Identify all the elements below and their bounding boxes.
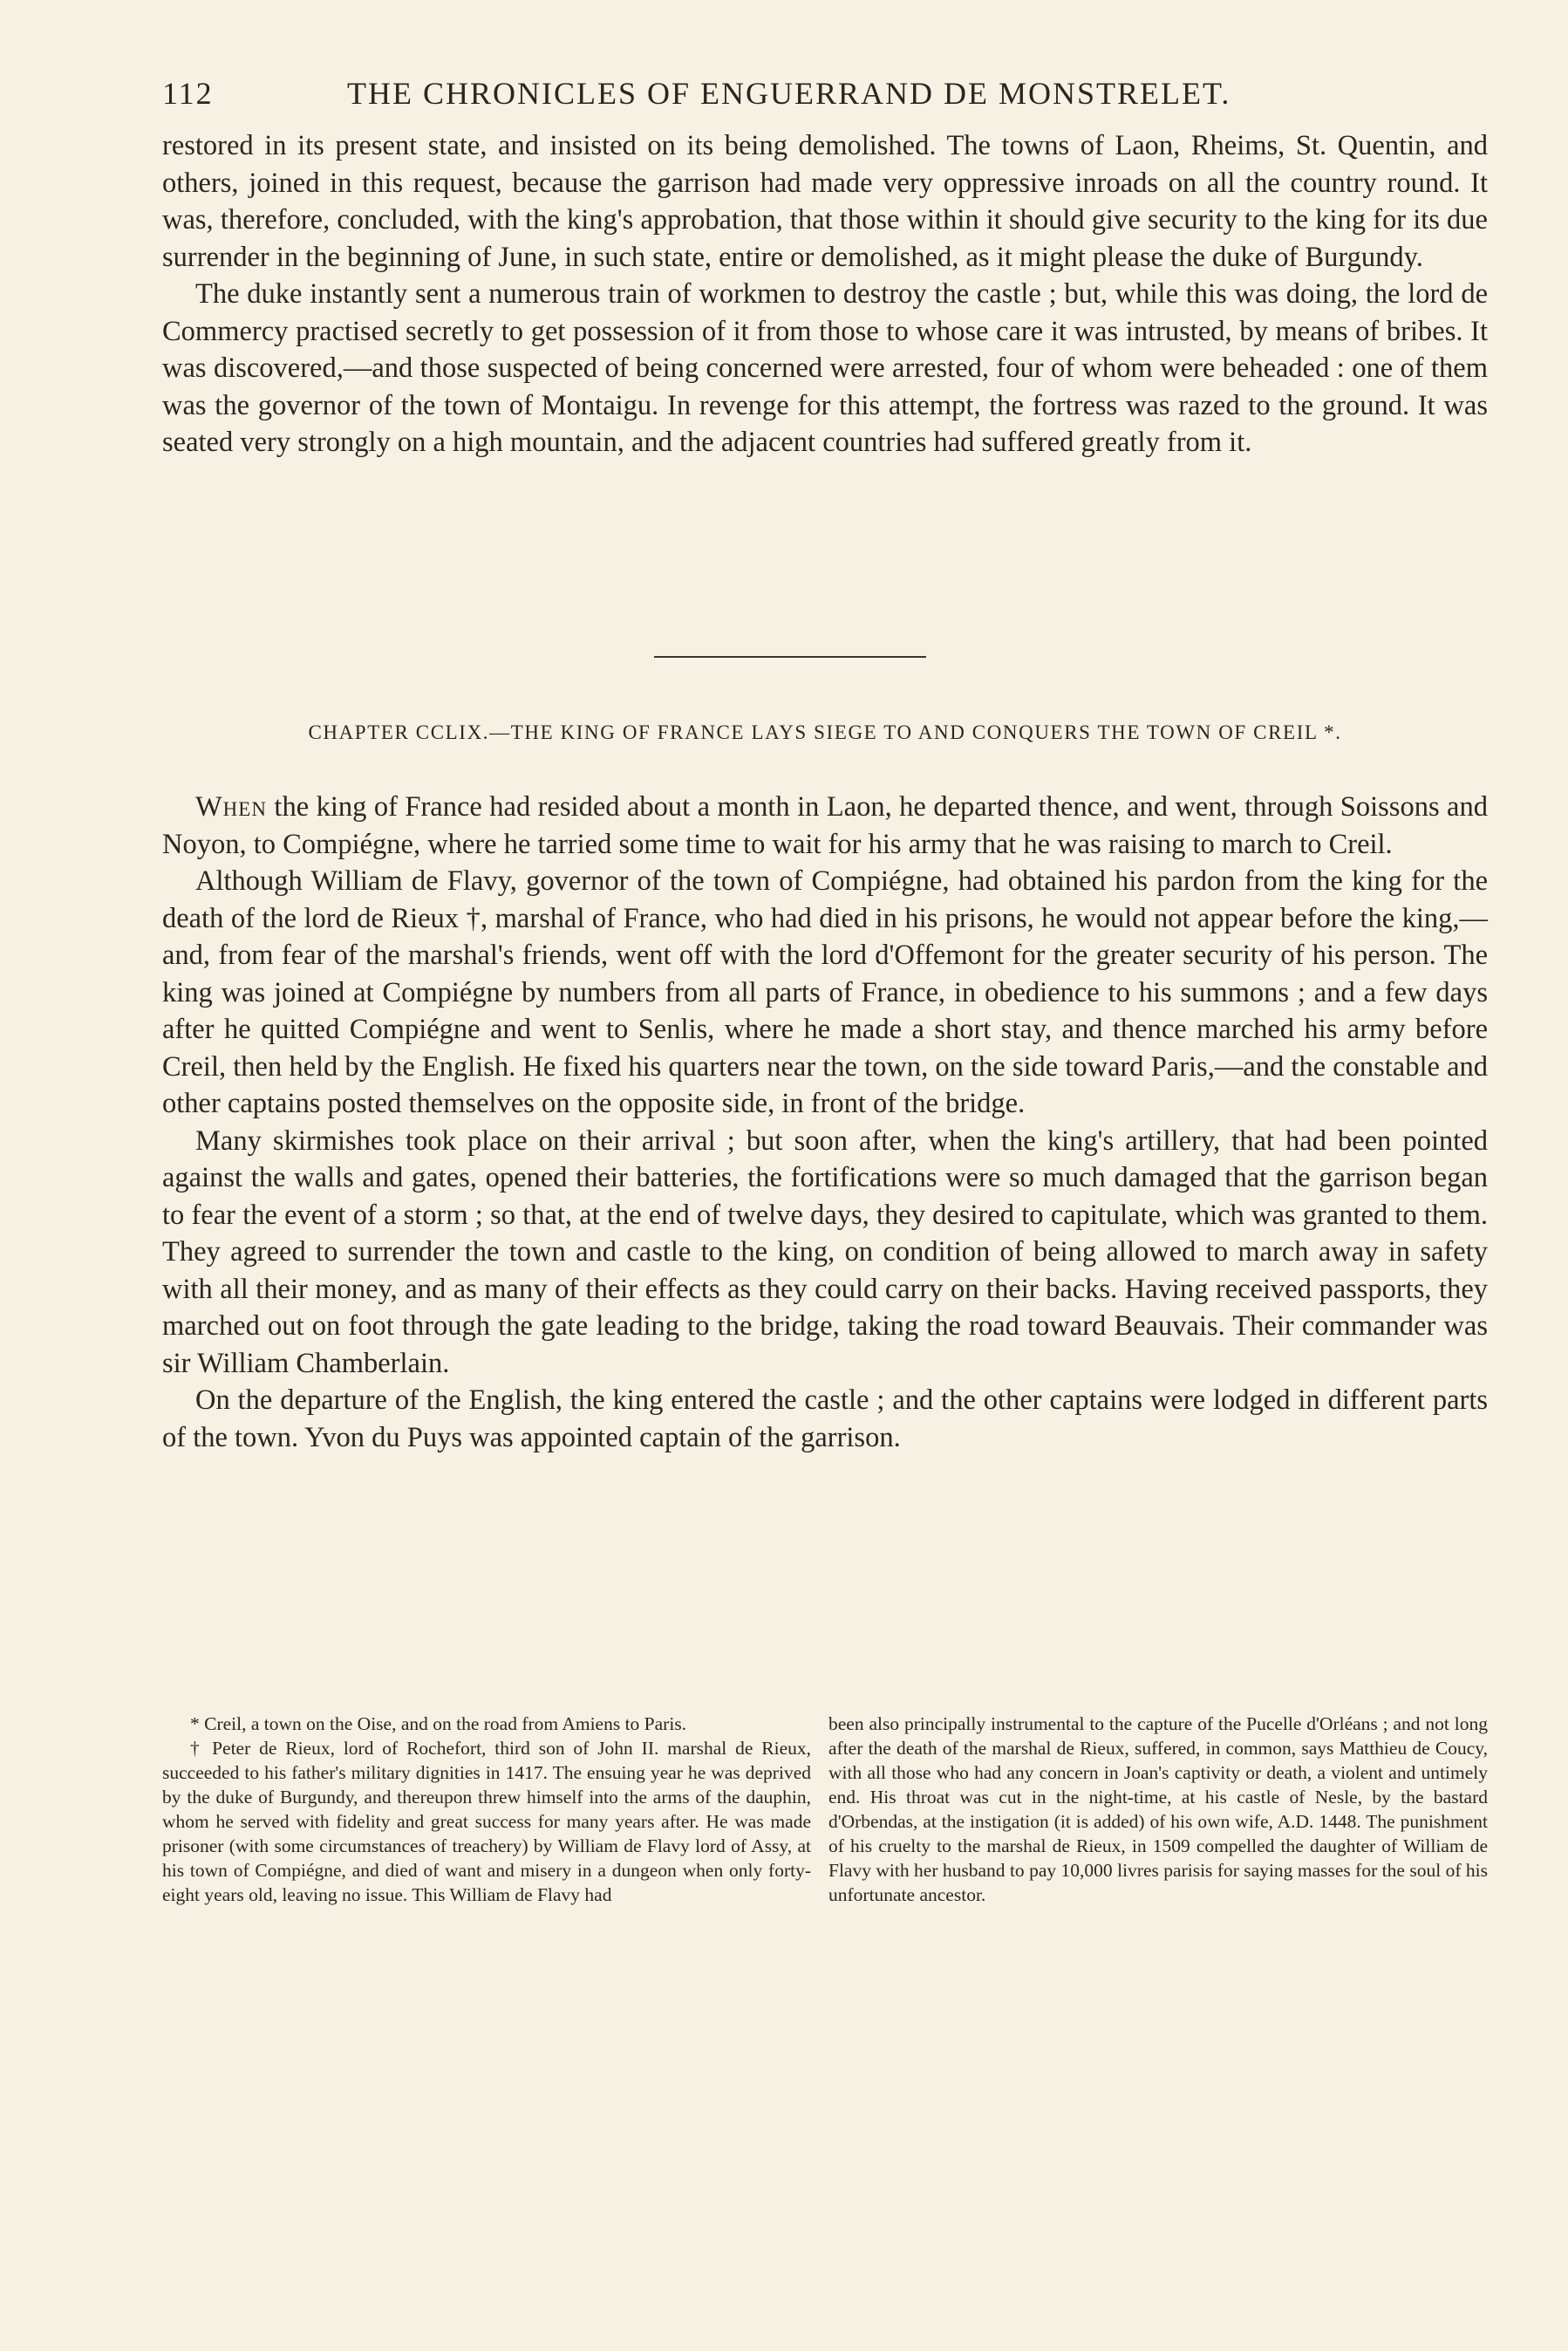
running-title: THE CHRONICLES OF ENGUERRAND DE MONSTRELET. xyxy=(347,76,1231,111)
running-head xyxy=(162,75,1505,119)
paragraph-continued: restored in its present state, and insisted on its being demolished. The towns of Laon, Rheims, St. Quentin, and others, joined in this request, because the garrison had made very oppressive inroads on all the country round. It was, therefore, concluded, with the king's approbation, that those within it should give security to the king for its due surrender in the beginning of June, in such state, entire or demolished, as it might please the duke of Burgundy. xyxy=(162,130,1488,273)
page-number: 112 xyxy=(162,76,214,111)
paragraph: Although William de Flavy, governor of the town of Compiégne, had obtained his pardon from the king for the death of the lord de Rieux †, marshal of France, who had died in his prisons, he would not appear before the king,—and, from fear of the marshal's friends, went off with the lord d'Offemont for the greater security of his person. The king was joined at Compiégne by numbers from all parts of France, in obedience to his summons ; and a few days after he quitted Compiégne and went to Senlis, where he made a short stay, and thence marched his army before Creil, then held by the English. He fixed his quarters near the town, on the side toward Paris,—and the constable and other captains posted themselves on the opposite side, in front of the bridge. xyxy=(162,865,1488,1119)
paragraph: On the departure of the English, the king entered the castle ; and the other captains were lodged in different parts of the town. Yvon du Puys was appointed captain of the garrison. xyxy=(162,1384,1488,1453)
footnote-creil: * Creil, a town on the Oise, and on the road from Amiens to Paris. xyxy=(190,1713,687,1734)
opening-word: When xyxy=(195,791,267,823)
opening-paragraph-text: the king of France had resided about a month in Laon, he departed thence, and went, through Soissons and Noyon, to Compiégne, where he tarried some time to wait for his army that he was raising to march to Creil. xyxy=(162,791,1488,860)
section-divider xyxy=(654,656,926,658)
chapter-heading: CHAPTER CCLIX.—THE KING OF FRANCE LAYS SIEGE TO AND CONQUERS THE TOWN OF CREIL *. xyxy=(308,721,1342,743)
footnotes-right-column xyxy=(828,1712,1488,1907)
footnote-continuation: been also principally instrumental to the capture of the Pucelle d'Orléans ; and not long after the death of the marshal de Rieux, suffered, in common, says Matthieu de Coucy, with all those who had any concern in Joan's captivity or death, a violent and untimely end. His throat was cut in the night-time, at his castle of Nesle, by the bastard d'Orbendas, at the instigation (it is added) of his own wife, A.D. 1448. The punishment of his cruelty to the marshal de Rieux, in 1509 compelled the daughter of William de Flavy with her husband to pay 10,000 livres parisis for saying masses for the soul of his unfortunate ancestor. xyxy=(828,1713,1488,1905)
footnote-rieux: † Peter de Rieux, lord of Rochefort, third son of John II. marshal de Rieux, succeeded to his father's military dignities in 1417. The ensuing year he was deprived by the duke of Burgundy, and thereupon threw himself into the arms of the dauphin, whom he served with fidelity and great success for many years after. He was made prisoner (with some circumstances of treachery) by William de Flavy lord of Assy, at his town of Compiégne, and died of want and misery in a dungeon when only forty-eight years old, leaving no issue. This William de Flavy had xyxy=(162,1738,811,1905)
paragraph: Many skirmishes took place on their arrival ; but soon after, when the king's artillery, that had been pointed against the walls and gates, opened their batteries, the fortifications were so much damaged that the garrison began to fear the event of a storm ; so that, at the end of twelve days, they desired to capitulate, which was granted to them. They agreed to surrender the town and castle to the king, on condition of being allowed to march away in safety with all their money, and as many of their effects as they could carry on their backs. Having received passports, they marched out on foot through the gate leading to the bridge, taking the road toward Beauvais. Their commander was sir William Chamberlain. xyxy=(162,1124,1488,1379)
paragraph: The duke instantly sent a numerous train of workmen to destroy the castle ; but, while this was doing, the lord de Commercy practised secretly to get possession of it from those to whose care it was intrusted, by means of bribes. It was discovered,—and those suspected of being concerned were arrested, four of whom were beheaded : one of them was the governor of the town of Montaigu. In revenge for this attempt, the fortress was razed to the ground. It was seated very strongly on a high mountain, and the adjacent countries had suffered greatly from it. xyxy=(162,278,1488,458)
chapter-text-block xyxy=(162,789,1488,1456)
continued-text-block xyxy=(162,127,1488,461)
paragraph-opening xyxy=(162,789,1488,863)
footnotes-left-column xyxy=(162,1712,811,1907)
